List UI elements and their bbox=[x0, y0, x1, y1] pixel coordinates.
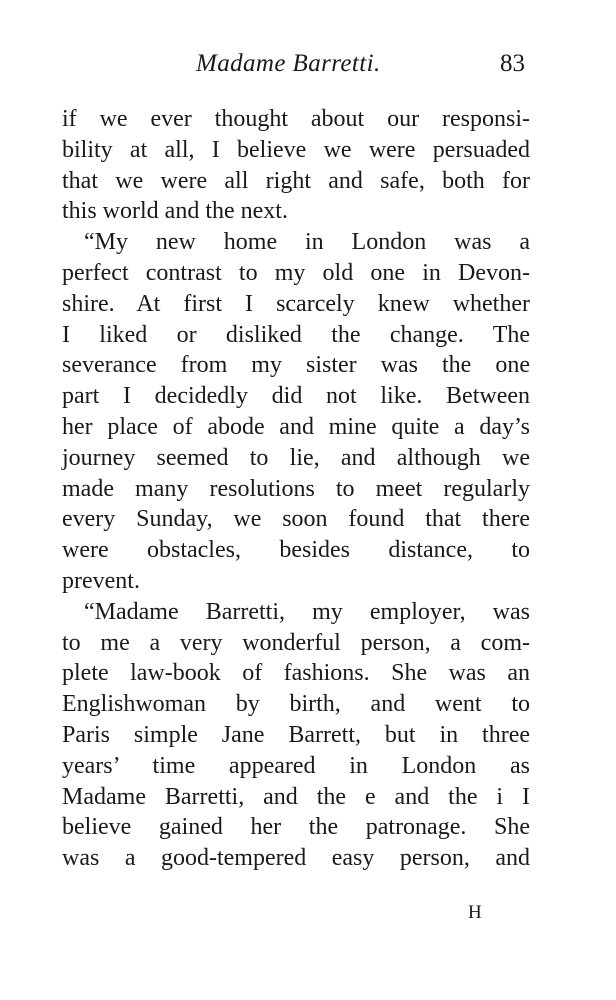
text-line: that we were all right and safe, both for bbox=[62, 167, 530, 194]
text-line: her place of abode and mine quite a day’s bbox=[62, 413, 530, 440]
text-line: made many resolutions to meet regularly bbox=[62, 475, 530, 502]
text-line: were obstacles, besides distance, to bbox=[62, 537, 530, 564]
text-line: to me a very wonderful person, a com- bbox=[62, 629, 530, 656]
text-line: Paris simple Jane Barrett, but in three bbox=[62, 721, 530, 748]
text-line: years’ time appeared in London as bbox=[62, 752, 530, 779]
text-line: Englishwoman by birth, and went to bbox=[62, 691, 530, 718]
running-title: Madame Barretti. bbox=[196, 50, 381, 77]
text-line: severance from my sister was the one bbox=[62, 352, 530, 379]
text-line: journey seemed to lie, and although we bbox=[62, 444, 530, 471]
text-line: if we ever thought about our responsi- bbox=[62, 106, 530, 132]
text-line: plete law-book of fashions. She was an bbox=[62, 660, 530, 687]
text-line: “My new home in London was a bbox=[84, 229, 530, 256]
text-line: shire. At first I scarcely knew whether bbox=[62, 290, 530, 317]
text-line: prevent. bbox=[62, 567, 140, 594]
text-line: Madame Barretti, and the e and the i I bbox=[62, 783, 530, 810]
text-line: was a good-tempered easy person, and bbox=[62, 845, 530, 872]
text-line: I liked or disliked the change. The bbox=[62, 321, 530, 348]
text-line: this world and the next. bbox=[62, 198, 288, 225]
text-line: bility at all, I believe we were persuaded bbox=[62, 136, 530, 163]
text-line: part I decidedly did not like. Between bbox=[62, 383, 530, 410]
text-line: believe gained her the patronage. She bbox=[62, 814, 530, 841]
body-text bbox=[62, 104, 530, 874]
page-number: 83 bbox=[500, 50, 525, 77]
text-line: every Sunday, we soon found that there bbox=[62, 506, 530, 533]
running-header bbox=[0, 50, 616, 86]
text-line: “Madame Barretti, my employer, was bbox=[84, 598, 530, 625]
signature-mark: H bbox=[468, 902, 483, 923]
text-line: perfect contrast to my old one in Devon- bbox=[62, 259, 530, 286]
